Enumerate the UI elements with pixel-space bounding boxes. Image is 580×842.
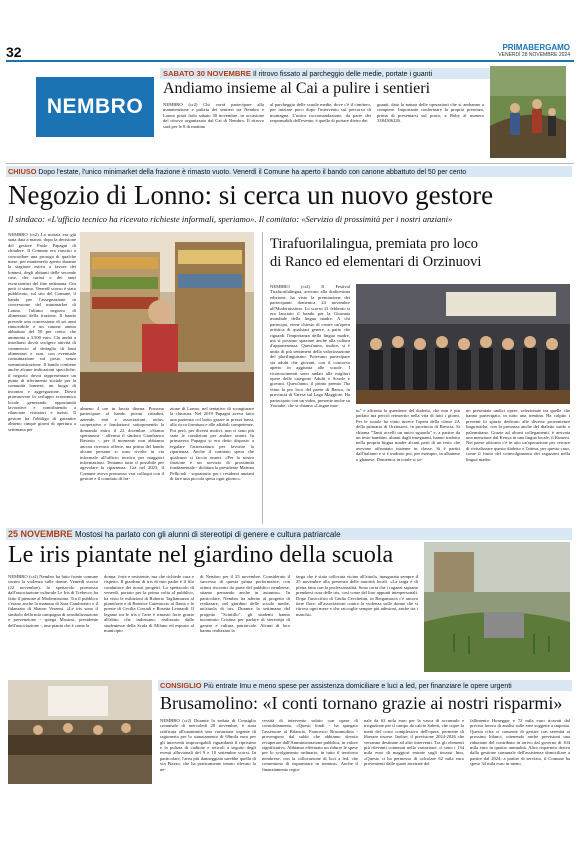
article-consiglio-col2: cessità di intervento subito con opere di consolidamento. «Questi fondi - ha spiegato l'assessore al Bilancio, Francesco Brusamolino - provengono dal saldo che abbiamo dovuto recuperare dall'Amministrazione pubblica, in valore significativo. Abbiamo effettuato un ridurre le spese per lo svolgimento ordinario, in tutto il territorio nembrese, con la collocazione di luci a led, che consentono di risparmiare in termini». Anche il finanziamento regio- (262, 718, 358, 772)
headline-lonno: Negozio di Lonno: si cerca un nuovo gestore (8, 180, 494, 210)
kicker-label: 25 NOVEMBRE (8, 529, 73, 539)
brand-name: PRIMABERGAMO (502, 43, 570, 52)
headline-cai: Andiamo insieme al Cai a pulire i sentieri (163, 80, 431, 97)
article-iris-col3: di Nembro per il 25 novembre. Considerato il successo di questa prima performance, con ottimi riscontri da parte del pubblico nembrese, stiamo pensando anche in autunno». In particolare, Nembro ha aderito al progetto di realizzare, nel giardino delle scuole medie, un'aiuola di iris. Durante la settimana del progetto "Scintillo", gli studenti hanno incontrato Cristina per parlare di stereotipi di genere e cultura patriarcale. Alcuni di loro hanno realizzato la (200, 574, 290, 634)
article-tirafuori-col1: NEMBRO (cr2) Il Festival Tirafuorilalingua, arrivato alla dodicesima edizione, ha visto la premiazione dei partecipanti domenica 24 novembre all'Modernissimo. Lo scorso 21 febbraio si era lanciato il bando per la Giornata mondiale della lingua madre. A chi partecipa, viene chiesto di creare un'opera artistica di qualsiasi genere, a patto che riguardi l'importanza della lingua madre, ma si possono spaziare anche alla cultura d'appartenenza. Quest'anno, inoltre, si è unito di più sentiment della valorizzazione del plurilinguismo. Potevano partecipare sia adulti che giovani, con il concorso aperto in aggiunta alle scuole. I riconoscimenti sono andati alle migliori opere delle categorie Adulti e Scuole e giovani. Quest'anno, il primo premio l'ha vinto la pro loco del paese di Ranco, in provincia di Varese sul Lago Maggiore. Ha partecipato con un video, presente anche su Youtube, che si chiama «Lingue mar- (270, 284, 350, 408)
article-lonno-col3: zione di Lonno, nel tentativo di scongiurare la chiusura. Nel 2019 Papagni aveva fatto una partenza col botto grazie ai prezzi bassi, alla ricca fornitura e alle affabili competenze. Poi però, per diversi motivi, non ci sono più state le condizioni per andare avanti. In primavera Papagni si era detto disposto a regalare l'attrezzatura per favorire la ripartenza. Anche il comitato spera che qualcuno si faccia avanti. «Per la nostra frazione è un servizio di prossimità fondamentale - dichiara la presidente Martina Pellicioli - soprattutto per i residenti anziani di fare una piccola spesa ogni giorno». (170, 406, 254, 482)
photo-consiglio (8, 680, 152, 784)
article-tirafuori-col3: no presentate undici opere, selezionate tra quelle che hanno partecipato, in tutto una trentina. Ha colpito i presenti lo spazio dedicato alle diverse provenienze linguistiche, con la presenza anche del dialetto sardo o palermitano. Grazie ad alcuni collegamenti, è arrivata una menzione dal Kenya in una lingua locale, il Kimeru. Nei paese africano c'è in atto un'operazione per cercare di rivitalizzare questo dialetto e l'attesa, per questo caso, come il frutto del coinvolgimento dei ragazzini nella lingua madre. (466, 408, 570, 462)
article-cai-col1: NEMBRO (cr2) Chi vorrà partecipare alla manutenzione e pulizia dei sentieri tra Nembro e Lonno potrà farlo sabato 30 novembre, in occasione del ritrovo organizzato dal Cai di Nembro. Il ritrovo sarà per le 8 di mattina (163, 102, 264, 129)
article-cai-col3: guanti, data la natura delle operazioni che si andranno a compiere. Importante confermare la propria presenza, prima di presentarsi sul posto, a Roby al numero 3384306226. (377, 102, 484, 124)
headline-iris: Le iris piantate nel giardino della scuola (8, 542, 394, 568)
headline-tirafuori-2: di Ranco ed elementari di Orzinuovi (270, 254, 482, 270)
article-iris-col1: NEMBRO (cr2) Nembro ha fatto fronte comune contro la violenza sulle donne. Venerdì scorso (22 novembre), lo spettacolo promosso dall'associazione culturale Le Iris di Trebecco ha fatto il pienone al Modernissimo. Tra il pubblico c'erano anche la mamma di Sara Cambirasio e il fidanzato di Sharon Verzeni. «Le iris sono il simbolo della mia campagna di sensibilizzazione e prevenzione - spiega Mostosi, presidente dell'associazione -, una pianta che è come la (8, 574, 98, 628)
headline-tirafuori-1: Tirafuorilalingua, premiata pro loco (270, 236, 479, 252)
kicker-consiglio (160, 681, 512, 690)
photo-lonno (80, 232, 254, 402)
article-tirafuori-col2: tu" e affronta la questione del dialetto, che non è più parlato ma perciò reinserito nella vita di tutti i giorni. Per le scuole ha vinto invece l'opera della classe 2A della primaria di Orzinuovi, in provincia di Brescia. Si chiama "Tanti accelli un unico sguardo" e, a partire da un testo bambini, alunni dagli insegnanti, hanno tradotto nella propria lingua madre alcuni parti di un testo che avevano affrontato insieme in classe. Si è partiti dall'italiano e si è tradotto poi, per esempio, in albanese o ghanese. Domenica in totale si so- (356, 408, 460, 462)
photo-tirafuori (356, 284, 570, 404)
page-number: 32 (6, 44, 22, 60)
header-rule (6, 60, 574, 62)
photo-iris (424, 542, 570, 672)
kicker-iris (8, 529, 341, 539)
issue-date: VENERDÌ 28 NOVEMBRE 2024 (498, 51, 570, 58)
photo-cai (490, 66, 566, 158)
column-divider (262, 232, 263, 524)
kicker-label: CHIUSO (8, 167, 37, 176)
article-lonno-col2: almeno 4 ore in fascia diurna. Possono partecipare al bando privati cittadini, aziende, enti e associazioni, onlus, cooperative e fondazioni: sottoponendo la domanda entro il 22 dicembre. «Siamo speranzosi - afferma il sindaco Gianfranco Ravasio -, per il momento non abbiamo ancora ricevuto offerte, ma prima del bando alcune persone si sono rivolte in via informale all'ufficio tecnico per maggiori informazioni. Teniamo tutto il possibile per agevolare la ripartenza. Già nel 2023, il Comune aveva promosso vari colloqui con il gestore e il comitato di fra- (80, 406, 164, 482)
kicker-cai (163, 69, 432, 78)
headline-consiglio: Brusamolino: «I conti tornano grazie ai nostri risparmi» (160, 693, 563, 713)
kicker-text: Dopo l'estate, l'unico minimarket della frazione è rimasto vuoto. Venerdì il Comune ha aperto il bando con canone abbattuto del 50 per cento (38, 169, 467, 176)
article-consiglio-col4: fallimento Honegger e 72 mila euro ricavati dal preciso lavoro di analisi sulle aree soggette a imposta. Questa cifra ci consente di gestire con serenità ai prossimi bilanci, ottenendo anche previsioni una riduzione del contributo in arrivo dal governo di 104 mila euro in quattro annualità. Altro risparmio deriva dalla gestione comunale dell'assistenza domiciliare a partire dal 2024: a partire di servizio, il Comune ha speso 34 mila euro in meno. (470, 718, 570, 767)
kicker-text: Mostosi ha parlato con gli alunni di stereotipi di genere e cultura patriarcale (75, 530, 341, 539)
kicker-date: SABATO 30 NOVEMBRE (163, 69, 251, 78)
kicker-text: Più entrate Imu e meno spese per assistenza domiciliare e luci a led, per finanziare le opere urgenti (203, 683, 512, 690)
article-iris-col4: targa che è stata collocata vicino all'aiuola, inaugurata sempre il 25 novembre alla presenza delle autorità locali. «La targa è di pietra fatta con la professionalità. Sono certa che i ragazzi saprano prendersi cura delle iris, così come del loro appunti interpersonali. Dopo l'uniccifrio di Giulia Cecchettin, in Bergamasca c'è ancora tiere flore: all'associazioni contro la violenza sulle donne che si ritrova ogni mese e che raccoglie sempre più adesioni, anche tra i maschi». (296, 574, 418, 617)
article-iris-col2: donna: forte e resistente, ma che richiede cura e rispetto. Il giardino di iris di mio padre è il filo conduttore dei nostri progetti. Lo spettacolo di venerdì, portato per la prima volta al pubblico, ha visto le esibizioni di Roberto Tagliamazzo al pianoforte e di Beatrice Catenaccio al flauto e le poesie di Cecilia Corradi e Rosetta Leonardi. Il legame tra le iris e l'arte è rimasto forte grazie all'abito che indossano, realizzato dalle studentesse della Scala di Milano ed esposto al municipio (104, 574, 194, 634)
kicker-text: Il ritrovo fissato al parcheggio delle medie, portate i guanti (253, 71, 433, 78)
kicker-lonno (8, 167, 466, 176)
kicker-label: CONSIGLIO (160, 681, 202, 690)
article-consiglio-col3: nale da 63 mila euro per la vasca di accumulo e irrigazione per il campo da calcio Saletti, che copre la metà del costo complessivo dell'opera, permette di liberare risorse. Inoltre, il previsione 2024-2026 che verranno destinate ad altri interventi. Tra gli elementi più rilevanti contenuti nella variazione, ci sono i 134 mila euro di maggiori entrate sugli incassi Imu, «Questo ci ha permesso di calcolare 62 mila euro provenienti dalle quote arretrate del (364, 718, 464, 767)
divider (6, 163, 574, 164)
subhead-lonno: Il sindaco: «L'ufficio tecnico ha ricevuto richieste informali, speriamo». Il comitato: «Servizio di prossimità per i nostri anziani» (8, 214, 453, 224)
masthead (498, 44, 570, 58)
article-cai-col2: al parcheggio delle scuole medie, dove c'è il cimitero, per iniziare poco dopo l'intervento sul percorso di montagna. L'unica raccomandazione, da parte dei responsabili dell'evento, è quella di portare dietro dei (270, 102, 371, 124)
article-consiglio-col1: NEMBRO (cr2) Durante la seduta di Consiglio comunale di mercoledì 20 novembre, è stata ratificata all'unanimità una variazione urgente di ragioneria per lo stanziamento di 69mila euro per gli interventi improrogabili riguardanti il ripristino e la pulizia di caditoie e reticoli a seguito degli eventi alluvionali del 9 e 10 settembre scorsi. In particolare, l'area più danneggiata sarebbe quella di via Piazzo, che ha praticamente tenuto rilevato la ne- (160, 718, 256, 772)
section-label: NEMBRO (36, 77, 154, 137)
article-lonno-col1: NEMBRO (cr2) La notizia era già stata data a marzo, dopo la decisione del gestore Paolo Papagni di chiudere. Il Comune era riuscito a concordare una proroga di qualche mese, per mantenerlo aperto durante la stagione estiva a favore dei lonnesi, degli abitanti delle seconde case, dei turisti e dei tanti escursionisti del fine settimana. Ora però ci siamo. Venerdì scorso è stato pubblicato, sul sito del Comune, il bando per l'assegnazione in concessione del minimarket di Lonno, l'ultimo negozio di alimentari della frazione. Il bando prevede una concessione di sei anni rinnovabile e un canone annuo abbattuto del 50 per cento, che ammonta a 3.500 euro. Chi andrà a insediarsi dovrà svolgere attività di commercio al dettaglio di beni alimentari e non, con eventuale consumazione sul posto senza somministrazione. Il bando contiene anche alcune indicazioni specifiche: il negozio dovrà rappresentare un punto di riferimento sociale per la comunità lonnese, un luogo di incontro e aggregazione. Dovrà promuovere lo sviluppo economico locale generando opportunità lavorative e contribuendo a rilanciare visitatori e turisti. Il gestore ha l'obbligo di garantire almeno cinque giorni di apertura a settimana per (8, 232, 76, 432)
